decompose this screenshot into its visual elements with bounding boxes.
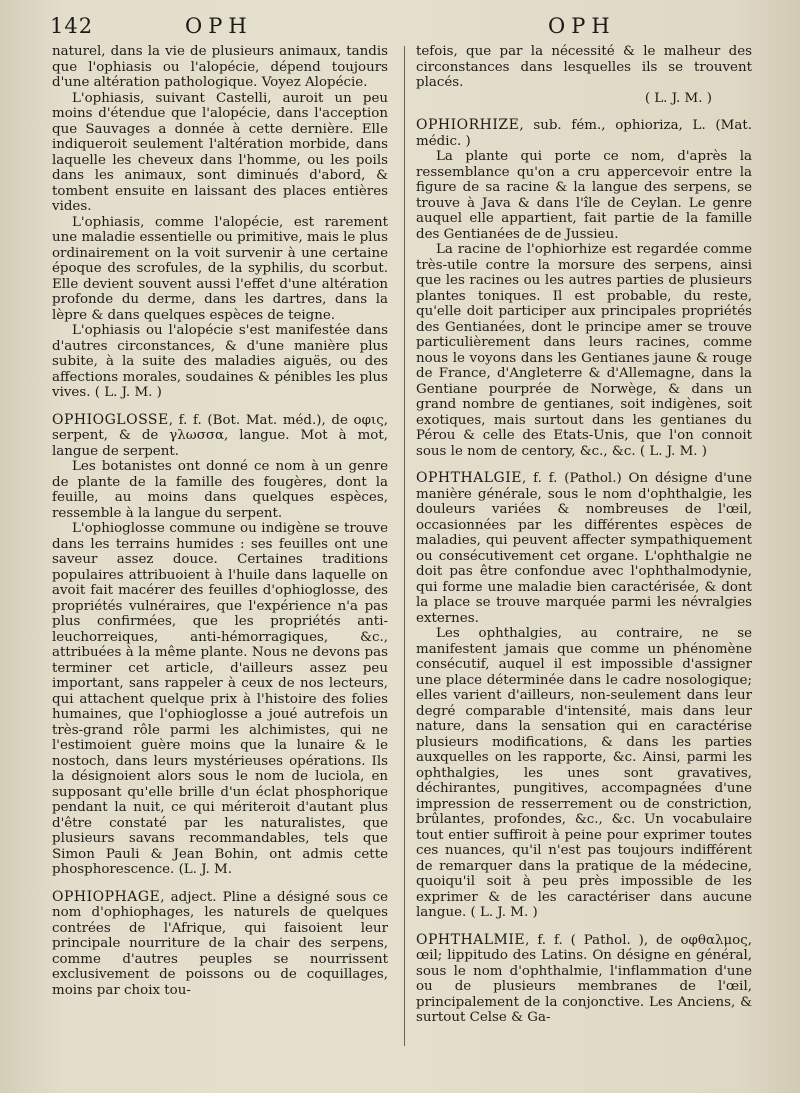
paragraph: L'ophiasis, comme l'alopécie, est rarement une maladie essentielle ou primitive, mais le plus ordinairement on la voit survenir à une certaine époque des scrofules, de la syphilis, du scorbut. Elle devient souvent aussi l'effet d'une altération profonde du derme, dans les dartres, dans la lèpre & dans quelques espèces de teigne. [52, 214, 388, 323]
running-head-left: OPH [185, 14, 253, 38]
paragraph: La racine de l'ophiorhize est regardée comme très-utile contre la morsure des serpens, ainsi que les racines ou les autres parties de plusieurs plantes toniques. Il est probable, du reste, qu'elle doit participer aux principales propriétés des Gentianées, dont le principe amer se trouve particulièrement dans leurs racines, comme nous le voyons dans les Gentianes jaune & rouge de France, d'Angleterre & d'Allemagne, dans la Gentiane pourprée de Norwège, & dans un grand nombre de gentianes, soit indigènes, soit exotiques, mais surtout dans les gentianes du Pérou & celle des Etats-Unis, que l'on connoit sous le nom de centory, &c., &c. ( L. J. M. ) [416, 242, 752, 459]
paragraph: L'ophiasis ou l'alopécie s'est manifestée dans d'autres circonstances, & d'une manière plus subite, à la suite des maladies aiguës, ou des affections morales, soudaines & pénibles les plus vives. ( L. J. M. ) [52, 323, 388, 400]
dictionary-entry [416, 471, 752, 921]
entry-definition: , f. f. (Pathol.) On désigne d'une manière générale, sous le nom d'ophthalgie, les douleurs variées & nombreuses de l'œil, occasionnées par les différentes espèces de maladies, qui peuvent affecter sympathiquement ou consécutivement cet organe. L'ophthalgie ne doit pas être confondue avec l'ophthalmodynie, qui forme une maladie bien caractérisée, & dont la place se trouve marquée parmi les névralgies externes. [416, 471, 752, 626]
paragraph: Les ophthalgies, au contraire, ne se manifestent jamais que comme un phénomène consécutif, auquel il est impossible d'assigner une place déterminée dans le cadre nosologique; elles varient d'ailleurs, non-seulement dans leur degré comparable d'intensité, mais dans leur nature, dans la sensation qui en caractérise plusieurs modifications, & dans les parties auxquelles on les rapporte, &c. Ainsi, parmi les ophthalgies, les unes sont gravatives, déchirantes, pungitives, accompagnées d'une impression de resserrement ou de constriction, brûlantes, profondes, &c., &c. Un vocabulaire tout entier suffiroit à peine pour exprimer toutes ces nuances, qu'il n'est pas toujours indifférent de remarquer dans la pratique de la médecine, quoiqu'il soit à peu près impossible de les exprimer & de les caractériser dans aucune langue. ( L. J. M. ) [416, 626, 752, 920]
entry-paragraph [416, 118, 752, 149]
entry-definition: , adject. Pline a désigné sous ce nom d'ophiophages, les naturels de quelques contrées de l'Afrique, qui faisoient leur principale nourriture de la chair des serpens, comme d'autres peuples se nourrissent exclusivement de poissons ou de coquillages, moins par choix tou- [52, 889, 388, 998]
dictionary-entry [416, 933, 752, 1026]
column-divider [404, 46, 405, 1046]
dictionary-entry [52, 413, 388, 878]
entry-headword: OPHIOGLOSSE [52, 411, 169, 428]
paragraph: naturel, dans la vie de plusieurs animaux, tandis que l'ophiasis ou l'alopécie, dépend toujours d'une altération pathologique. Voyez Alopécie. [52, 44, 388, 90]
entry-paragraph [416, 933, 752, 1026]
page-number: 142 [50, 14, 94, 38]
entry-headword: OPHTHALGIE [416, 470, 522, 486]
entry-definition: , f. f. (Bot. Mat. méd.), de οφις, serpent, & de γλωσσα, langue. Mot à mot, langue de serpent. [52, 412, 388, 459]
paragraph: Les botanistes ont donné ce nom à un genre de plante de la famille des fougères, dont la feuille, au moins dans quelques espèces, ressemble à la langue du serpent. [52, 459, 388, 521]
running-head-right: OPH [548, 14, 616, 38]
right-column [416, 44, 752, 1054]
entry-paragraph [52, 890, 388, 999]
entry-headword: OPHIOPHAGE [52, 888, 161, 905]
entry-headword: OPHTHALMIE [416, 931, 526, 948]
entry-paragraph [52, 413, 388, 460]
page-header [0, 8, 800, 44]
paragraph: L'ophiasis, suivant Castelli, auroit un peu moins d'étendue que l'alopécie, dans l'acception que Sauvages a donnée à cette dernière. Elle indiqueroit seulement l'altération morbide, dans laquelle les cheveux dans l'homme, ou les poils dans les animaux, sont diminués d'abord, & tombent ensuite en laissant des places entières vides. [52, 90, 388, 214]
paragraph: L'ophioglosse commune ou indigène se trouve dans les terrains humides : ses feuilles ont une saveur assez douce. Certaines traditions populaires attribuoient à l'huile dans laquelle on avoit fait macérer des feuilles d'ophioglosse, des propriétés vulnéraires, que l'expérience n'a pas plus confirmées, que les propriétés anti-leuchorreiques, anti-hémorragiques, &c., attribuées à la même plante. Nous ne devons pas terminer cet article, d'ailleurs assez peu important, sans rappeler à ceux de nos lecteurs, qui attachent quelque prix à l'histoire des folies humaines, que l'ophioglosse a joué autrefois un très-grand rôle parmi les alchimistes, qui ne l'estimoient guère moins que la lunaire & le nostoch, dans leurs mystérieuses opérations. Ils la désignoient alors sous le nom de luciola, en supposant qu'elle brille d'un éclat phosphorique pendant la nuit, ce qui mériteroit d'autant plus d'être constaté par les naturalistes, que plusieurs savans recommandables, tels que Simon Pauli & Jean Bohin, ont admis cette phosphorescence. (L. J. M. [52, 521, 388, 877]
entry-headword: OPHIORHIZE [416, 117, 520, 133]
paragraph: La plante qui porte ce nom, d'après la ressemblance qu'on a cru appercevoir entre la figure de sa racine & la langue des serpens, se trouve à Java & dans l'île de Ceylan. Le genre auquel elle appartient, fait partie de la famille des Gentianées de de Jussieu. [416, 149, 752, 242]
entry-definition: , sub. fém., ophioriza, L. (Mat. médic. ) [416, 118, 752, 149]
left-column [52, 44, 388, 1054]
dictionary-entry [416, 118, 752, 459]
entry-paragraph [416, 471, 752, 626]
dictionary-entry [52, 890, 388, 999]
author-signature: ( L. J. M. ) [644, 90, 712, 106]
paragraph: tefois, que par la nécessité & le malheur des circonstances dans lesquelles ils se trouvent placés. [416, 44, 752, 90]
entry-definition: , f. f. ( Pathol. ), de οφθαλμος, œil; lippitudo des Latins. On désigne en général, sous le nom d'ophthalmie, l'inflammation d'une ou de plusieurs membranes de l'œil, principalement de la conjonctive. Les Anciens, & surtout Celse & Ga- [416, 932, 752, 1025]
